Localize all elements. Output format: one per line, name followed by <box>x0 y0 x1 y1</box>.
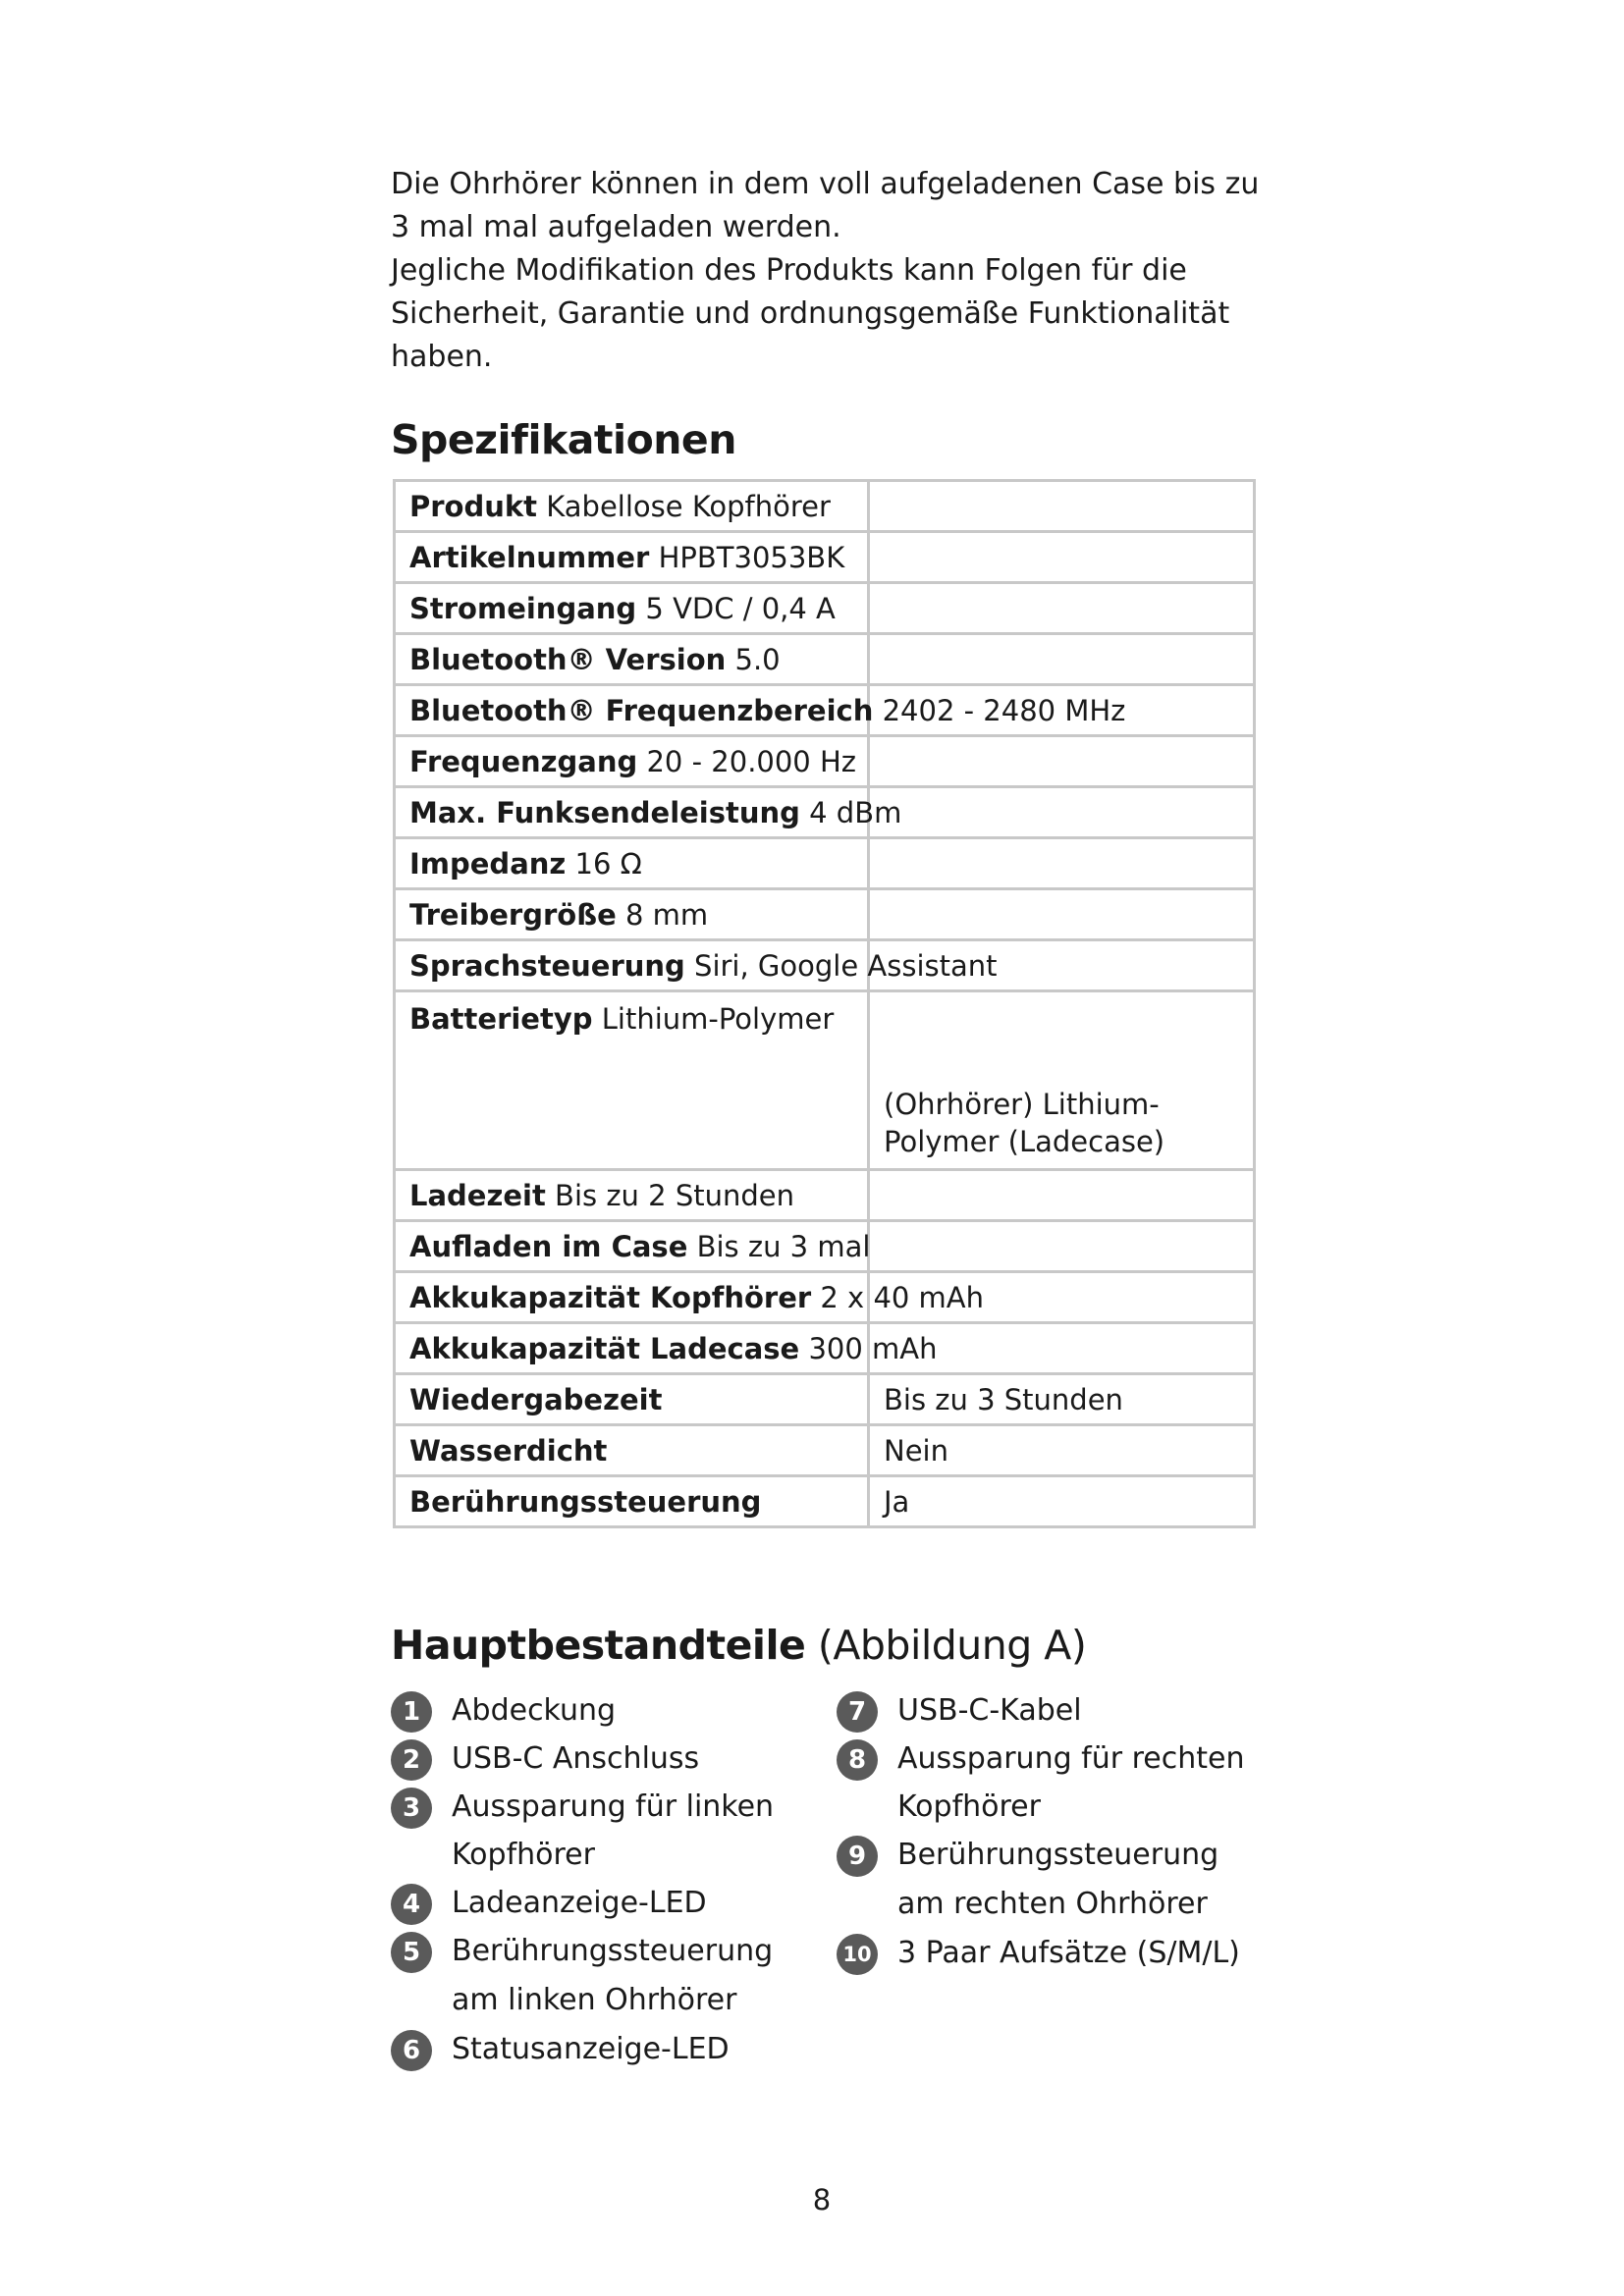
spec-value2 <box>869 787 1255 838</box>
part-label: Ladeanzeige-LED <box>452 1886 707 1920</box>
spec-row <box>395 736 1255 787</box>
spec-row <box>395 1476 1255 1527</box>
part-label: 3 Paar Aufsätze (S/M/L) <box>897 1936 1240 1970</box>
part-item <box>837 1929 1259 1977</box>
spec-value: 2 x 40 mAh <box>811 1280 985 1314</box>
spec-row <box>395 838 1255 889</box>
spec-label: Frequenzgang <box>409 744 638 778</box>
part-label: Aussparung für rechten Kopfhörer <box>897 1741 1245 1824</box>
spec-value2: Ja <box>869 1476 1255 1527</box>
spec-label: Aufladen im Case <box>409 1229 688 1263</box>
part-label: Aussparung für linken Kopfhörer <box>452 1789 775 1872</box>
spec-label: Max. Funksendeleistung <box>409 795 800 829</box>
spec-value: 8 mm <box>616 897 709 932</box>
intro-text <box>391 163 1274 379</box>
parts-list-left <box>391 1686 803 2073</box>
spec-value2 <box>869 1221 1255 1272</box>
spec-value2 <box>869 889 1255 940</box>
spec-row <box>395 991 1255 1170</box>
part-item <box>837 1831 1259 1929</box>
part-item <box>837 1735 1259 1831</box>
spec-label: Ladezeit <box>409 1178 546 1212</box>
part-label: Berührungssteuerung am rechten Ohrhörer <box>897 1838 1219 1921</box>
part-item <box>391 2025 803 2073</box>
spec-value: 5 VDC / 0,4 A <box>636 591 836 625</box>
part-label: USB-C-Kabel <box>897 1693 1082 1728</box>
spec-label: Bluetooth® Frequenzbereich <box>409 693 874 727</box>
spec-value2 <box>869 532 1255 583</box>
spec-label: Stromeingang <box>409 591 637 625</box>
part-label: Abdeckung <box>452 1693 617 1728</box>
intro-paragraph-2: Jegliche Modifikation des Produkts kann Folgen für die Sicherheit, Garantie und ordnungsgemäße Funktionalität haben. <box>391 253 1230 374</box>
parts-heading-figure: (Abbildung A) <box>805 1622 1087 1669</box>
spec-row <box>395 889 1255 940</box>
number-badge-icon: 2 <box>391 1739 432 1781</box>
number-badge-icon: 3 <box>391 1788 432 1829</box>
parts-heading-bold: Hauptbestandteile <box>391 1622 806 1669</box>
spec-row <box>395 1221 1255 1272</box>
spec-table <box>393 479 1256 1528</box>
number-badge-icon: 1 <box>391 1691 432 1733</box>
spec-value: 2402 - 2480 MHz <box>873 693 1126 727</box>
number-badge-icon: 10 <box>837 1934 878 1975</box>
spec-value2 <box>869 634 1255 685</box>
spec-value: Bis zu 2 Stunden <box>545 1178 794 1212</box>
spec-value2: (Ohrhörer) Lithium-Polymer (Ladecase) <box>869 991 1255 1170</box>
spec-value2: Nein <box>869 1425 1255 1476</box>
spec-label: Treibergröße <box>409 897 617 932</box>
parts-list-right <box>837 1686 1259 1977</box>
spec-row <box>395 1374 1255 1425</box>
spec-value: 20 - 20.000 Hz <box>637 744 857 778</box>
number-badge-icon: 6 <box>391 2030 432 2071</box>
spec-value: 300 mAh <box>799 1331 938 1365</box>
part-label: Berührungssteuerung am linken Ohrhörer <box>452 1934 774 2017</box>
intro-paragraph-1: Die Ohrhörer können in dem voll aufgeladenen Case bis zu 3 mal mal aufgeladen werden. <box>391 167 1260 244</box>
spec-label: Impedanz <box>409 846 567 881</box>
spec-value2 <box>869 838 1255 889</box>
parts-heading <box>391 1622 1086 1669</box>
part-item <box>391 1686 803 1735</box>
spec-value: 16 Ω <box>566 846 642 881</box>
number-badge-icon: 8 <box>837 1739 878 1781</box>
spec-value2 <box>869 583 1255 634</box>
part-item <box>837 1686 1259 1735</box>
spec-label: Artikelnummer <box>409 540 650 574</box>
spec-label: Wasserdicht <box>409 1433 608 1468</box>
spec-label: Sprachsteuerung <box>409 948 685 983</box>
spec-label: Bluetooth® Version <box>409 642 727 676</box>
spec-value2 <box>869 736 1255 787</box>
spec-row <box>395 634 1255 685</box>
spec-value2: Bis zu 3 Stunden <box>869 1374 1255 1425</box>
number-badge-icon: 9 <box>837 1836 878 1877</box>
spec-value: Lithium-Polymer <box>592 1002 835 1036</box>
part-item <box>391 1783 803 1879</box>
spec-row <box>395 685 1255 736</box>
part-label: Statusanzeige-LED <box>452 2032 730 2066</box>
part-item <box>391 1879 803 1927</box>
page-number: 8 <box>812 2183 832 2216</box>
spec-label: Wiedergabezeit <box>409 1382 663 1416</box>
number-badge-icon: 7 <box>837 1691 878 1733</box>
spec-row <box>395 1272 1255 1323</box>
spec-row <box>395 1170 1255 1221</box>
spec-row <box>395 583 1255 634</box>
spec-value: 4 dBm <box>799 795 902 829</box>
number-badge-icon: 5 <box>391 1932 432 1973</box>
spec-row <box>395 1323 1255 1374</box>
spec-value2 <box>869 1170 1255 1221</box>
spec-label: Batterietyp <box>409 1002 593 1036</box>
spec-value: Kabellose Kopfhörer <box>537 489 831 523</box>
number-badge-icon: 4 <box>391 1884 432 1925</box>
spec-label: Produkt <box>409 489 538 523</box>
spec-row <box>395 940 1255 991</box>
spec-label: Akkukapazität Kopfhörer <box>409 1280 812 1314</box>
spec-row <box>395 1425 1255 1476</box>
part-label: USB-C Anschluss <box>452 1741 700 1776</box>
spec-value: HPBT3053BK <box>649 540 845 574</box>
spec-label: Berührungssteuerung <box>409 1484 762 1519</box>
spec-value2 <box>869 481 1255 532</box>
spec-row <box>395 787 1255 838</box>
spec-value: Siri, Google Assistant <box>684 948 998 983</box>
spec-row <box>395 481 1255 532</box>
spec-value: Bis zu 3 mal <box>687 1229 871 1263</box>
part-item <box>391 1927 803 2025</box>
spec-label: Akkukapazität Ladecase <box>409 1331 800 1365</box>
spec-heading: Spezifikationen <box>391 416 736 463</box>
part-item <box>391 1735 803 1783</box>
spec-value: 5.0 <box>726 642 781 676</box>
spec-row <box>395 532 1255 583</box>
